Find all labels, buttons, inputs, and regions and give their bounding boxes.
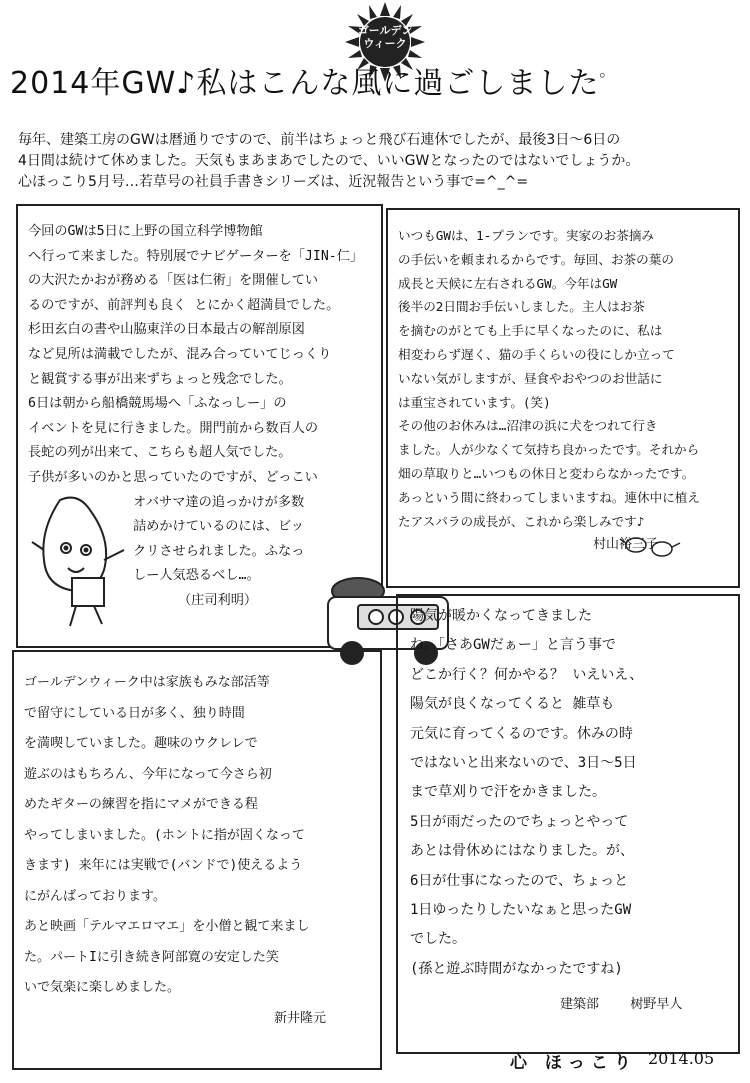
text-line: あと映画「テルマエロマエ」を小僧と観て来まし bbox=[24, 919, 310, 934]
text-line: ました。人が少なくて気持ち良かったです。それから bbox=[398, 442, 700, 458]
text-line: にがんばっております。 bbox=[24, 888, 166, 904]
text-line: いで気楽に楽しめました。 bbox=[24, 980, 181, 995]
panel-text bbox=[410, 602, 682, 1020]
signature: 村山裕三子 bbox=[593, 537, 659, 553]
panel-text bbox=[24, 668, 326, 1034]
text-line: 成長と天候に左右されるGW。今年はGW bbox=[398, 275, 618, 291]
text-line: 遊ぶのはもちろん、今年になって今さら初 bbox=[24, 766, 272, 782]
text-line: めたギターの練習を指にマメができる程 bbox=[24, 797, 258, 812]
text-line: の大沢たかおが務める「医は仁術」を開催してい bbox=[28, 273, 319, 289]
text-line: など見所は満載でしたが、混み合っていてじっくり bbox=[28, 346, 332, 362]
panel-arai bbox=[12, 650, 382, 1070]
text-line: 畑の草取りと…いつもの休日と変わらなかったです。 bbox=[398, 465, 695, 481]
text-line: その他のお休みは…沼津の浜に犬をつれて行き bbox=[398, 418, 658, 434]
intro-line: 毎年、建築工房のGWは暦通りですので、前半はちょっと飛び石連休でしたが、最後3日～6日の bbox=[18, 132, 621, 148]
text-line: あとは骨休めにはなりました。が、 bbox=[410, 843, 634, 860]
text-line: 後半の2日間お手伝いしました。主人はお茶 bbox=[398, 299, 645, 315]
text-line: たアスパラの成長が、これから楽しみです♪ bbox=[398, 513, 645, 529]
text-line: あっという間に終わってしまいますね。連休中に植え bbox=[398, 489, 700, 505]
text-line: イベントを見に行きました。開門前から数百人の bbox=[28, 420, 319, 436]
text-line: た。パートIに引き続き阿部寛の安定した笑 bbox=[24, 949, 279, 965]
panel-text bbox=[398, 224, 700, 557]
text-line: オバサマ達の追っかけが多数 bbox=[133, 494, 305, 510]
text-line: 詰めかけているのには、ビッ bbox=[133, 519, 304, 535]
panel-kiyano bbox=[396, 594, 740, 1054]
signature: （庄司利明） bbox=[178, 592, 258, 608]
issue-date: 2014.05 bbox=[648, 1049, 715, 1068]
intro-line: 4日間は続けて休めました。天気もまあまあでしたので、いいGWとなったのではないでしょうか。 bbox=[18, 153, 640, 169]
text-line: の手伝いを頼まれるからです。毎回、お茶の葉の bbox=[398, 251, 674, 267]
signature: 建築部 树野早人 bbox=[560, 997, 683, 1013]
text-line: 6日は朝から船橋競馬場へ「ふなっしー」の bbox=[28, 396, 287, 412]
text-line: 陽気が暖かくなってきました bbox=[410, 608, 592, 624]
text-line: 今回のGWは5日に上野の国立科学博物館 bbox=[28, 224, 263, 239]
text-line: 元気に育ってくるのです。休みの時 bbox=[410, 725, 633, 742]
text-line: 5日が雨だったのでちょっとやって bbox=[410, 813, 629, 830]
text-line: 6日が仕事になったので、ちょっと bbox=[410, 872, 629, 889]
intro-text bbox=[18, 130, 738, 193]
text-line: で留守にしている日が多く、独り時間 bbox=[24, 705, 245, 721]
text-line: 1日ゆったりしたいなぁと思ったGW bbox=[410, 902, 632, 919]
text-line: でした。 bbox=[410, 931, 466, 948]
text-line: 子供が多いのかと思っていたのですが、どっこい bbox=[28, 469, 318, 485]
text-line: を満喫していました。趣味のウクレレで bbox=[24, 736, 258, 751]
text-line: と観賞する事が出来ずちょっと残念でした。 bbox=[28, 371, 292, 387]
text-line: ではないと出来ないので、3日～5日 bbox=[410, 755, 637, 772]
text-line: いない気がしますが、昼食やおやつのお世話に bbox=[398, 370, 663, 386]
text-line: どこか行く？何かやる？ いえいえ、 bbox=[410, 666, 644, 683]
text-line: ゴールデンウィーク中は家族もみな部活等 bbox=[24, 675, 270, 690]
newsletter-name: 心 ほっこり bbox=[510, 1053, 637, 1073]
text-line: クリさせられました。ふなっ bbox=[133, 543, 305, 559]
funassyi-mascot-icon bbox=[30, 490, 130, 630]
text-line: 杉田玄白の書や山脇東洋の日本最古の解剖原図 bbox=[28, 322, 305, 338]
page-title: 2014年GW♪私はこんな風に過ごしました。 bbox=[10, 61, 617, 101]
text-line: いつもGWは、1-プランです。実家のお茶摘み bbox=[398, 228, 655, 243]
text-line: まで草刈りで汗をかきました。 bbox=[410, 784, 606, 801]
text-line: しー人気恐るべし…。 bbox=[133, 568, 260, 584]
text-line: は重宝されています。(笑) bbox=[398, 394, 551, 410]
bird-decoration-icon bbox=[616, 525, 696, 565]
text-line: 陽気が良くなってくると 雑草も bbox=[410, 696, 615, 713]
text-line: やってしまいました。(ホントに指が固くなって bbox=[24, 827, 305, 843]
text-line: ね。「さあGWだぁー」と言う事で bbox=[410, 637, 616, 654]
text-line: るのですが、前評判も良く とにかく超満員でした。 bbox=[28, 297, 340, 313]
golden-week-badge: ゴールデン ウィーク bbox=[357, 24, 413, 50]
intro-line: 心ほっこり5月号…若草号の社員手書きシリーズは、近況報告という事で=^_^= bbox=[18, 174, 529, 190]
text-line: 長蛇の列が出来て、こちらも超人気でした。 bbox=[28, 445, 292, 461]
signature: 新井隆元 bbox=[274, 1010, 327, 1026]
text-line: 相変わらず遅く、猫の手くらいの役にしか立って bbox=[398, 346, 675, 362]
text-line: きます) 来年には実戦で(バンドで)使えるよう bbox=[24, 858, 303, 873]
text-line: へ行って来ました。特別展でナビゲーターを「JIN-仁」 bbox=[28, 248, 364, 264]
text-line: (孫と遊ぶ時間がなかったですね) bbox=[410, 960, 623, 977]
text-line: を摘むのがとても上手に早くなったのに、私は bbox=[398, 323, 663, 339]
